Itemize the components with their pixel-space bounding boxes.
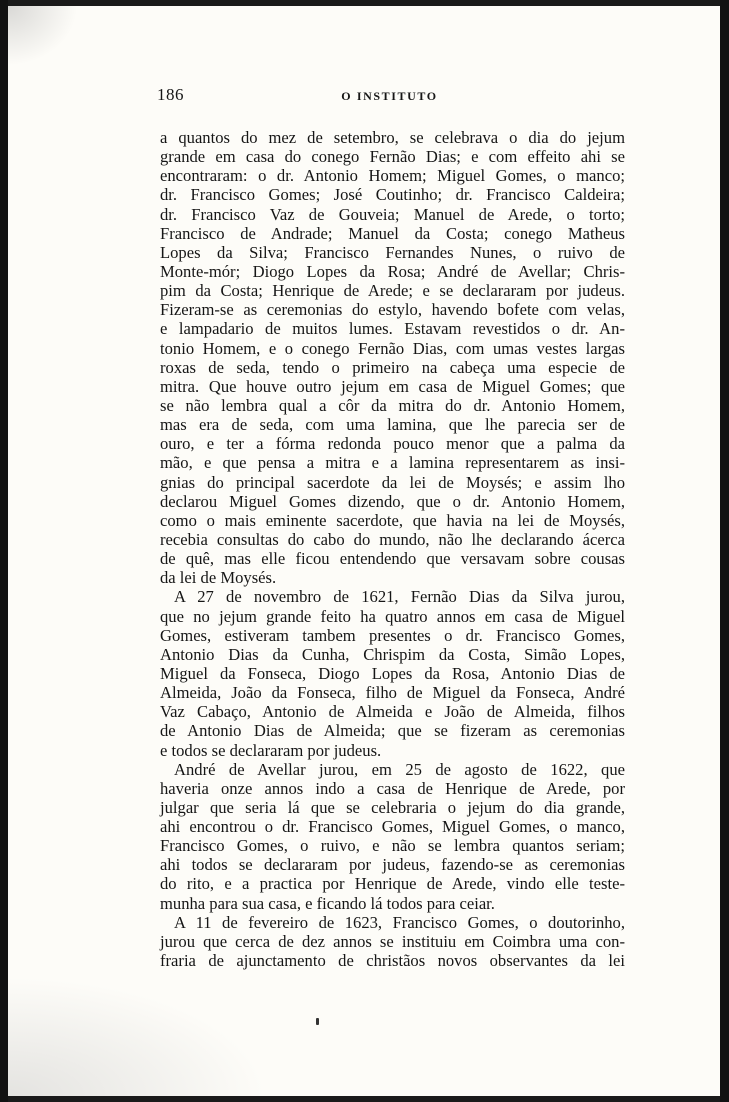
- text-line: de Antonio Dias de Almeida; que se fizeram as ceremonias: [160, 721, 625, 741]
- text-line: jurou que cerca de dez annos se instituiu em Coimbra uma con-: [160, 931, 625, 951]
- text-line: Vaz Cabaço, Antonio de Almeida e João de Almeida, filhos: [160, 702, 625, 722]
- text-line: Monte-mór; Diogo Lopes da Rosa; André de Avellar; Chris-: [160, 261, 625, 281]
- text-line: recebia consultas do cabo do mundo, não lhe declarando ácerca: [160, 529, 625, 549]
- text-line: fraria de ajunctamento de christãos novos observantes da lei: [160, 951, 625, 971]
- text-line: ouro, e ter a fórma redonda pouco menor que a palma da: [160, 434, 625, 454]
- scan-border-bottom: [0, 1096, 729, 1102]
- scan-border-right: [720, 0, 729, 1102]
- text-line: Lopes da Silva; Francisco Fernandes Nunes, o ruivo de: [160, 242, 625, 262]
- text-line: que no jejum grande feito ha quatro annos em casa de Miguel: [160, 606, 625, 626]
- text-line: mitra. Que houve outro jejum em casa de Miguel Gomes; que: [160, 376, 625, 396]
- text-line: Almeida, João da Fonseca, filho de Miguel da Fonseca, André: [160, 683, 625, 703]
- text-line: Fizeram-se as ceremonias do estylo, havendo bofete com velas,: [160, 300, 625, 320]
- text-line: haveria onze annos indo a casa de Henrique de Arede, por: [160, 778, 625, 798]
- text-line: roxas de seda, tendo o primeiro na cabeça uma especie de: [160, 357, 625, 377]
- text-line: mas era de seda, com uma lamina, que lhe parecia ser de: [160, 415, 625, 435]
- text-line-paragraph-end: e todos se declararam por judeus.: [160, 740, 382, 760]
- text-line: como o mais eminente sacerdote, que havia na lei de Moysés,: [160, 510, 625, 530]
- text-line: mão, e que pensa a mitra e a lamina representarem as insi-: [160, 453, 625, 473]
- text-line: gnias do principal sacerdote da lei de Moysés; e assim lho: [160, 472, 625, 492]
- text-line: Miguel da Fonseca, Diogo Lopes da Rosa, Antonio Dias de: [160, 663, 625, 683]
- text-line-paragraph-start: A 11 de fevereiro de 1623, Francisco Gomes, o doutorinho,: [174, 912, 625, 932]
- text-line: dr. Francisco Vaz de Gouveia; Manuel de Arede, o torto;: [160, 204, 625, 224]
- scan-border-left: [0, 0, 8, 1102]
- text-line: a quantos do mez de setembro, se celebrava o dia do jejum: [160, 128, 625, 147]
- text-line: Francisco de Andrade; Manuel da Costa; conego Matheus: [160, 223, 625, 243]
- text-line: Gomes, estiveram tambem presentes o dr. Francisco Gomes,: [160, 625, 625, 645]
- text-line: se não lembra qual a côr da mitra do dr. Antonio Homem,: [160, 395, 625, 415]
- text-line: declarou Miguel Gomes dizendo, que o dr. Antonio Homem,: [160, 491, 625, 511]
- text-line: Antonio Dias da Cunha, Chrispim da Costa, Simão Lopes,: [160, 644, 625, 664]
- text-line: grande em casa do conego Fernão Dias; e com effeito ahi se: [160, 147, 625, 167]
- text-line-paragraph-end: da lei de Moysés.: [160, 568, 277, 588]
- text-line: julgar que seria lá que se celebraria o jejum do dia grande,: [160, 797, 625, 817]
- running-head: O INSTITUTO: [341, 89, 438, 103]
- text-line: tonio Homem, e o conego Fernão Dias, com umas vestes largas: [160, 338, 625, 358]
- body-text: [160, 128, 625, 970]
- text-line-paragraph-start: André de Avellar jurou, em 25 de agosto de 1622, que: [174, 759, 625, 779]
- text-line: de quê, mas elle ficou entendendo que versavam sobre cousas: [160, 549, 625, 569]
- text-line: dr. Francisco Gomes; José Coutinho; dr. Francisco Caldeira;: [160, 185, 625, 205]
- text-line: ahi encontrou o dr. Francisco Gomes, Miguel Gomes, o manco,: [160, 817, 625, 837]
- text-line: e lampadario de muitos lumes. Estavam revestidos o dr. An-: [160, 319, 625, 339]
- text-line-paragraph-end: munha para sua casa, e ficando lá todos para ceiar.: [160, 893, 495, 913]
- text-line: encontraram: o dr. Antonio Homem; Miguel Gomes, o manco;: [160, 166, 625, 186]
- text-line: do rito, e a practica por Henrique de Arede, vindo elle teste-: [160, 874, 625, 894]
- scan-border-top: [0, 0, 729, 6]
- page-number: 186: [157, 85, 184, 104]
- text-line: pim da Costa; Henrique de Arede; e se declararam por judeus.: [160, 281, 625, 301]
- text-line: Francisco Gomes, o ruivo, e não se lembra quantos seriam;: [160, 836, 625, 856]
- scan-smudge-bottom: [8, 976, 268, 1096]
- text-line: ahi todos se declararam por judeus, fazendo-se as ceremonias: [160, 855, 625, 875]
- text-line-paragraph-start: A 27 de novembro de 1621, Fernão Dias da Silva jurou,: [174, 587, 625, 607]
- scan-smudge: [8, 6, 78, 66]
- page-header: [0, 85, 729, 109]
- print-mark: [316, 1018, 319, 1025]
